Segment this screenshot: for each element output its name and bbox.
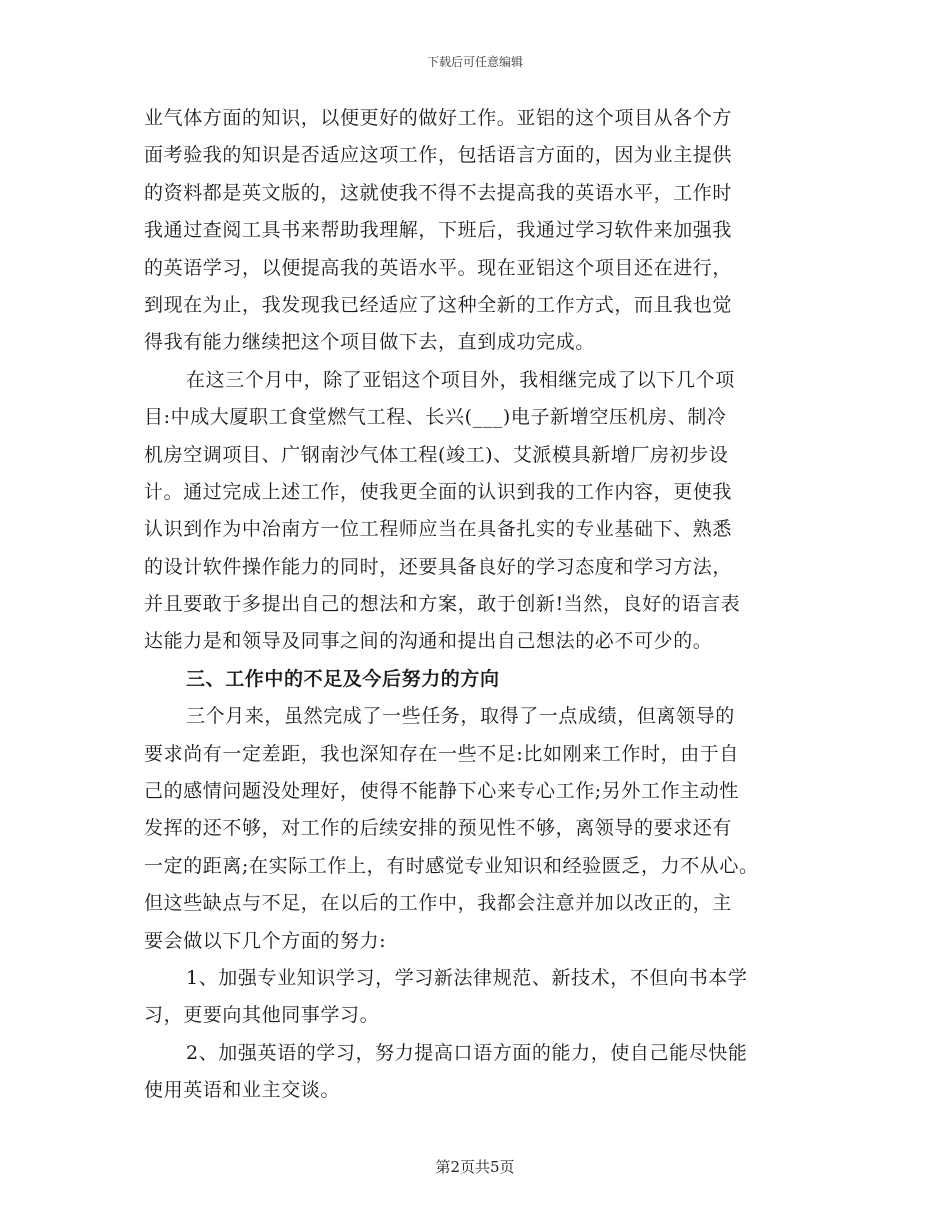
document-body [144, 100, 824, 1110]
body-line: 己的感情问题没处理好，使得不能静下心来专心工作;另外工作主动性 [144, 780, 740, 803]
list-item-line: 2、加强英语的学习，努力提高口语方面的能力，使自己能尽快能 [186, 1041, 748, 1064]
body-line: 业气体方面的知识，以便更好的做好工作。亚铝的这个项目从各个方 [144, 107, 733, 129]
body-line: 的设计软件操作能力的同时，还要具备良好的学习态度和学习方法， [144, 555, 733, 578]
paragraph-start-line: 三个月来，虽然完成了一些任务，取得了一点成绩，但离领导的 [186, 705, 735, 728]
body-line: 要会做以下几个方面的努力: [144, 929, 387, 952]
body-line: 我通过查阅工具书来帮助我理解，下班后，我通过学习软件来加强我 [144, 219, 733, 242]
body-line: 一定的距离;在实际工作上，有时感觉专业知识和经验匮乏，力不从心。 [144, 854, 759, 877]
body-line: 发挥的还不够，对工作的后续安排的预见性不够，离领导的要求还有 [144, 817, 733, 840]
body-line: 到现在为止，我发现我已经适应了这种全新的工作方式，而且我也觉 [144, 293, 733, 316]
list-item-line: 1、加强专业知识学习，学习新法律规范、新技术，不但向书本学 [186, 966, 748, 989]
body-line: 面考验我的知识是否适应这项工作，包括语言方面的，因为业主提供 [144, 144, 733, 167]
body-line: 目:中成大厦职工食堂燃气工程、长兴(___)电子新增空压机房、制冷 [144, 406, 727, 429]
page-number: 第2页共5页 [435, 1158, 515, 1176]
section-heading: 三、工作中的不足及今后努力的方向 [186, 667, 500, 690]
body-line: 的资料都是英文版的，这就使我不得不去提高我的英语水平，工作时 [144, 181, 733, 204]
body-line: 得我有能力继续把这个项目做下去，直到成功完成。 [144, 331, 595, 354]
page-header: 下载后可任意编辑 [426, 55, 523, 69]
body-line: 认识到作为中冶南方一位工程师应当在具备扎实的专业基础下、熟悉 [144, 518, 733, 541]
body-line: 使用英语和业主交谈。 [144, 1079, 341, 1102]
body-line: 习，更要向其他同事学习。 [144, 1004, 380, 1027]
body-line: 要求尚有一定差距，我也深知存在一些不足:比如刚来工作时，由于自 [144, 742, 740, 765]
paragraph-start-line: 在这三个月中，除了亚铝这个项目外，我相继完成了以下几个项 [186, 368, 735, 391]
body-line: 达能力是和领导及同事之间的沟通和提出自己想法的必不可少的。 [144, 630, 713, 653]
body-line: 的英语学习，以便提高我的英语水平。现在亚铝这个项目还在进行， [144, 256, 733, 279]
body-line: 计。通过完成上述工作，使我更全面的认识到我的工作内容，更使我 [144, 480, 733, 503]
body-line: 并且要敢于多提出自己的想法和方案，敢于创新!当然，良好的语言表 [144, 593, 741, 616]
body-line: 但这些缺点与不足，在以后的工作中，我都会注意并加以改正的，主 [144, 892, 733, 915]
body-line: 机房空调项目、广钢南沙气体工程(竣工)、艾派模具新增厂房初步设 [144, 443, 729, 466]
